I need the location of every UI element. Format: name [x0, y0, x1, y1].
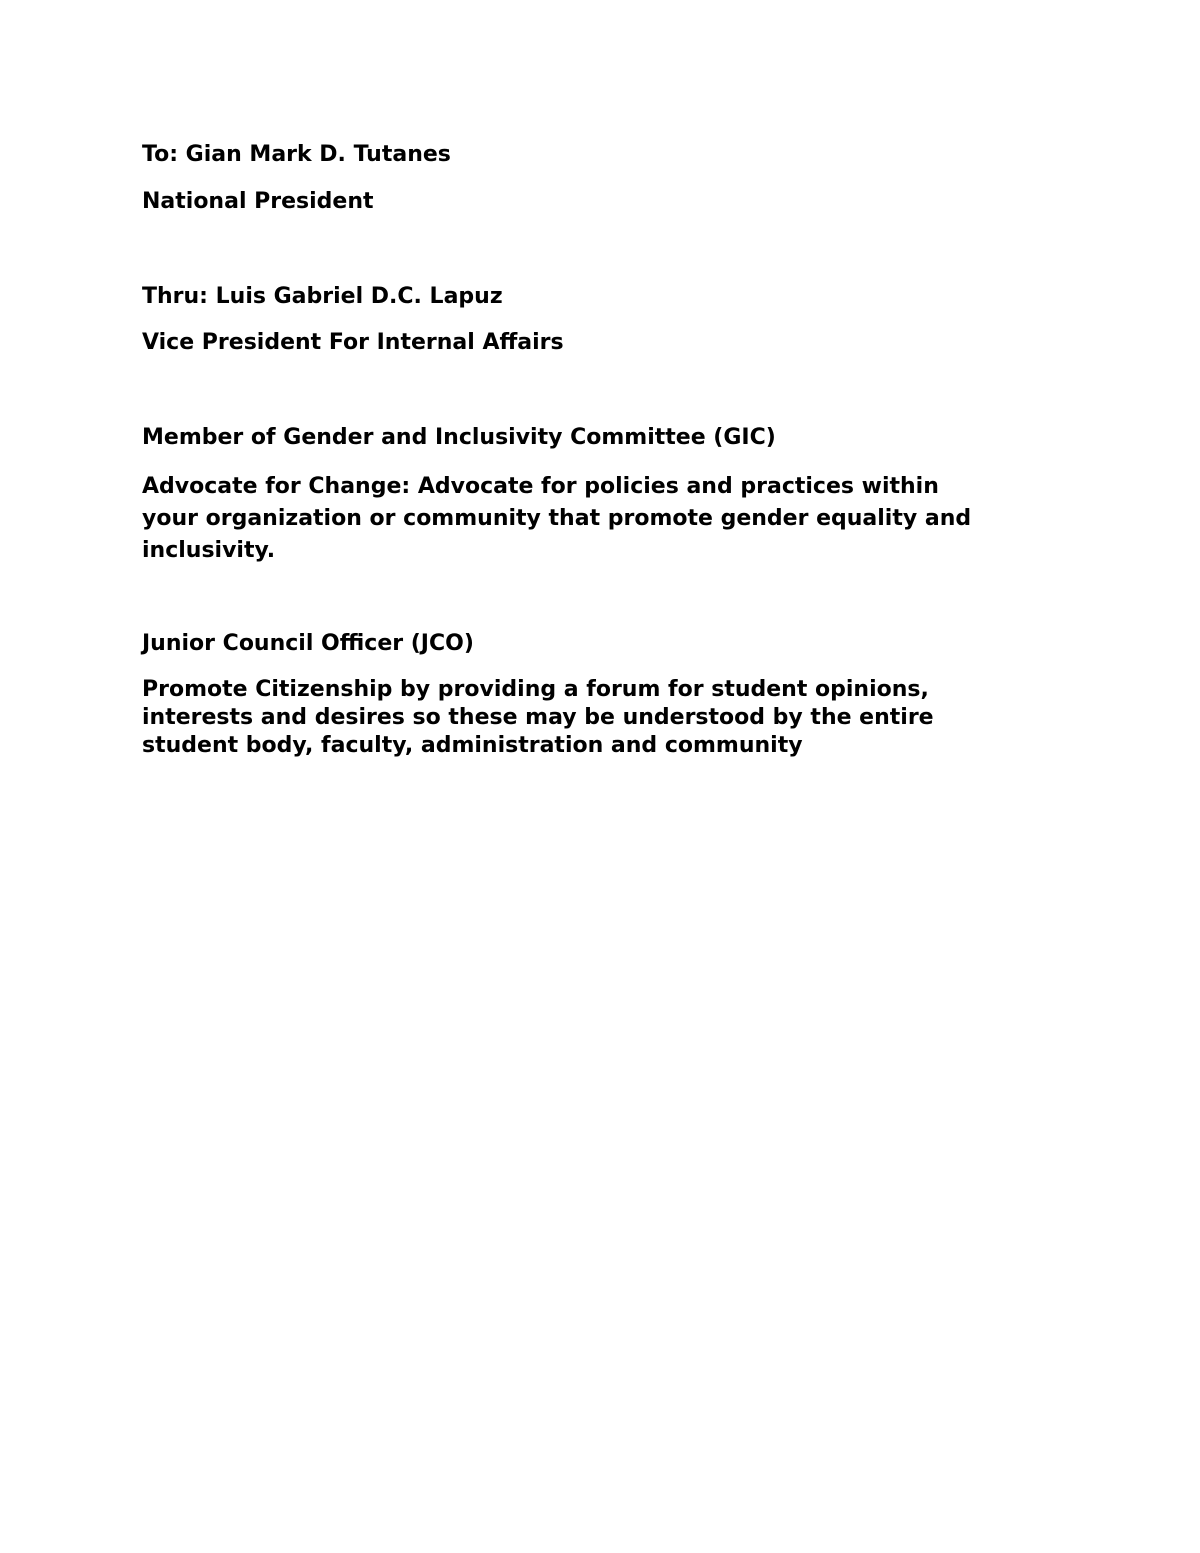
thru-line: Thru: Luis Gabriel D.C. Lapuz	[142, 284, 503, 309]
thru-title: Vice President For Internal Affairs	[142, 330, 564, 355]
jco-description-line: student body, faculty, administration and community	[142, 733, 803, 758]
gic-description-line: Advocate for Change: Advocate for policies and practices within	[142, 474, 939, 499]
jco-description-line: interests and desires so these may be understood by the entire	[142, 705, 934, 730]
gic-description-line: your organization or community that promote gender equality and	[142, 506, 972, 531]
gic-description	[142, 471, 971, 567]
gic-description-line: inclusivity.	[142, 538, 276, 563]
gic-heading: Member of Gender and Inclusivity Committee (GIC)	[142, 425, 776, 450]
jco-heading: Junior Council Officer (JCO)	[142, 631, 474, 656]
jco-description-line: Promote Citizenship by providing a forum for student opinions,	[142, 677, 929, 702]
jco-description	[142, 676, 934, 760]
recipient-title: National President	[142, 189, 374, 214]
recipient-line: To: Gian Mark D. Tutanes	[142, 142, 451, 167]
